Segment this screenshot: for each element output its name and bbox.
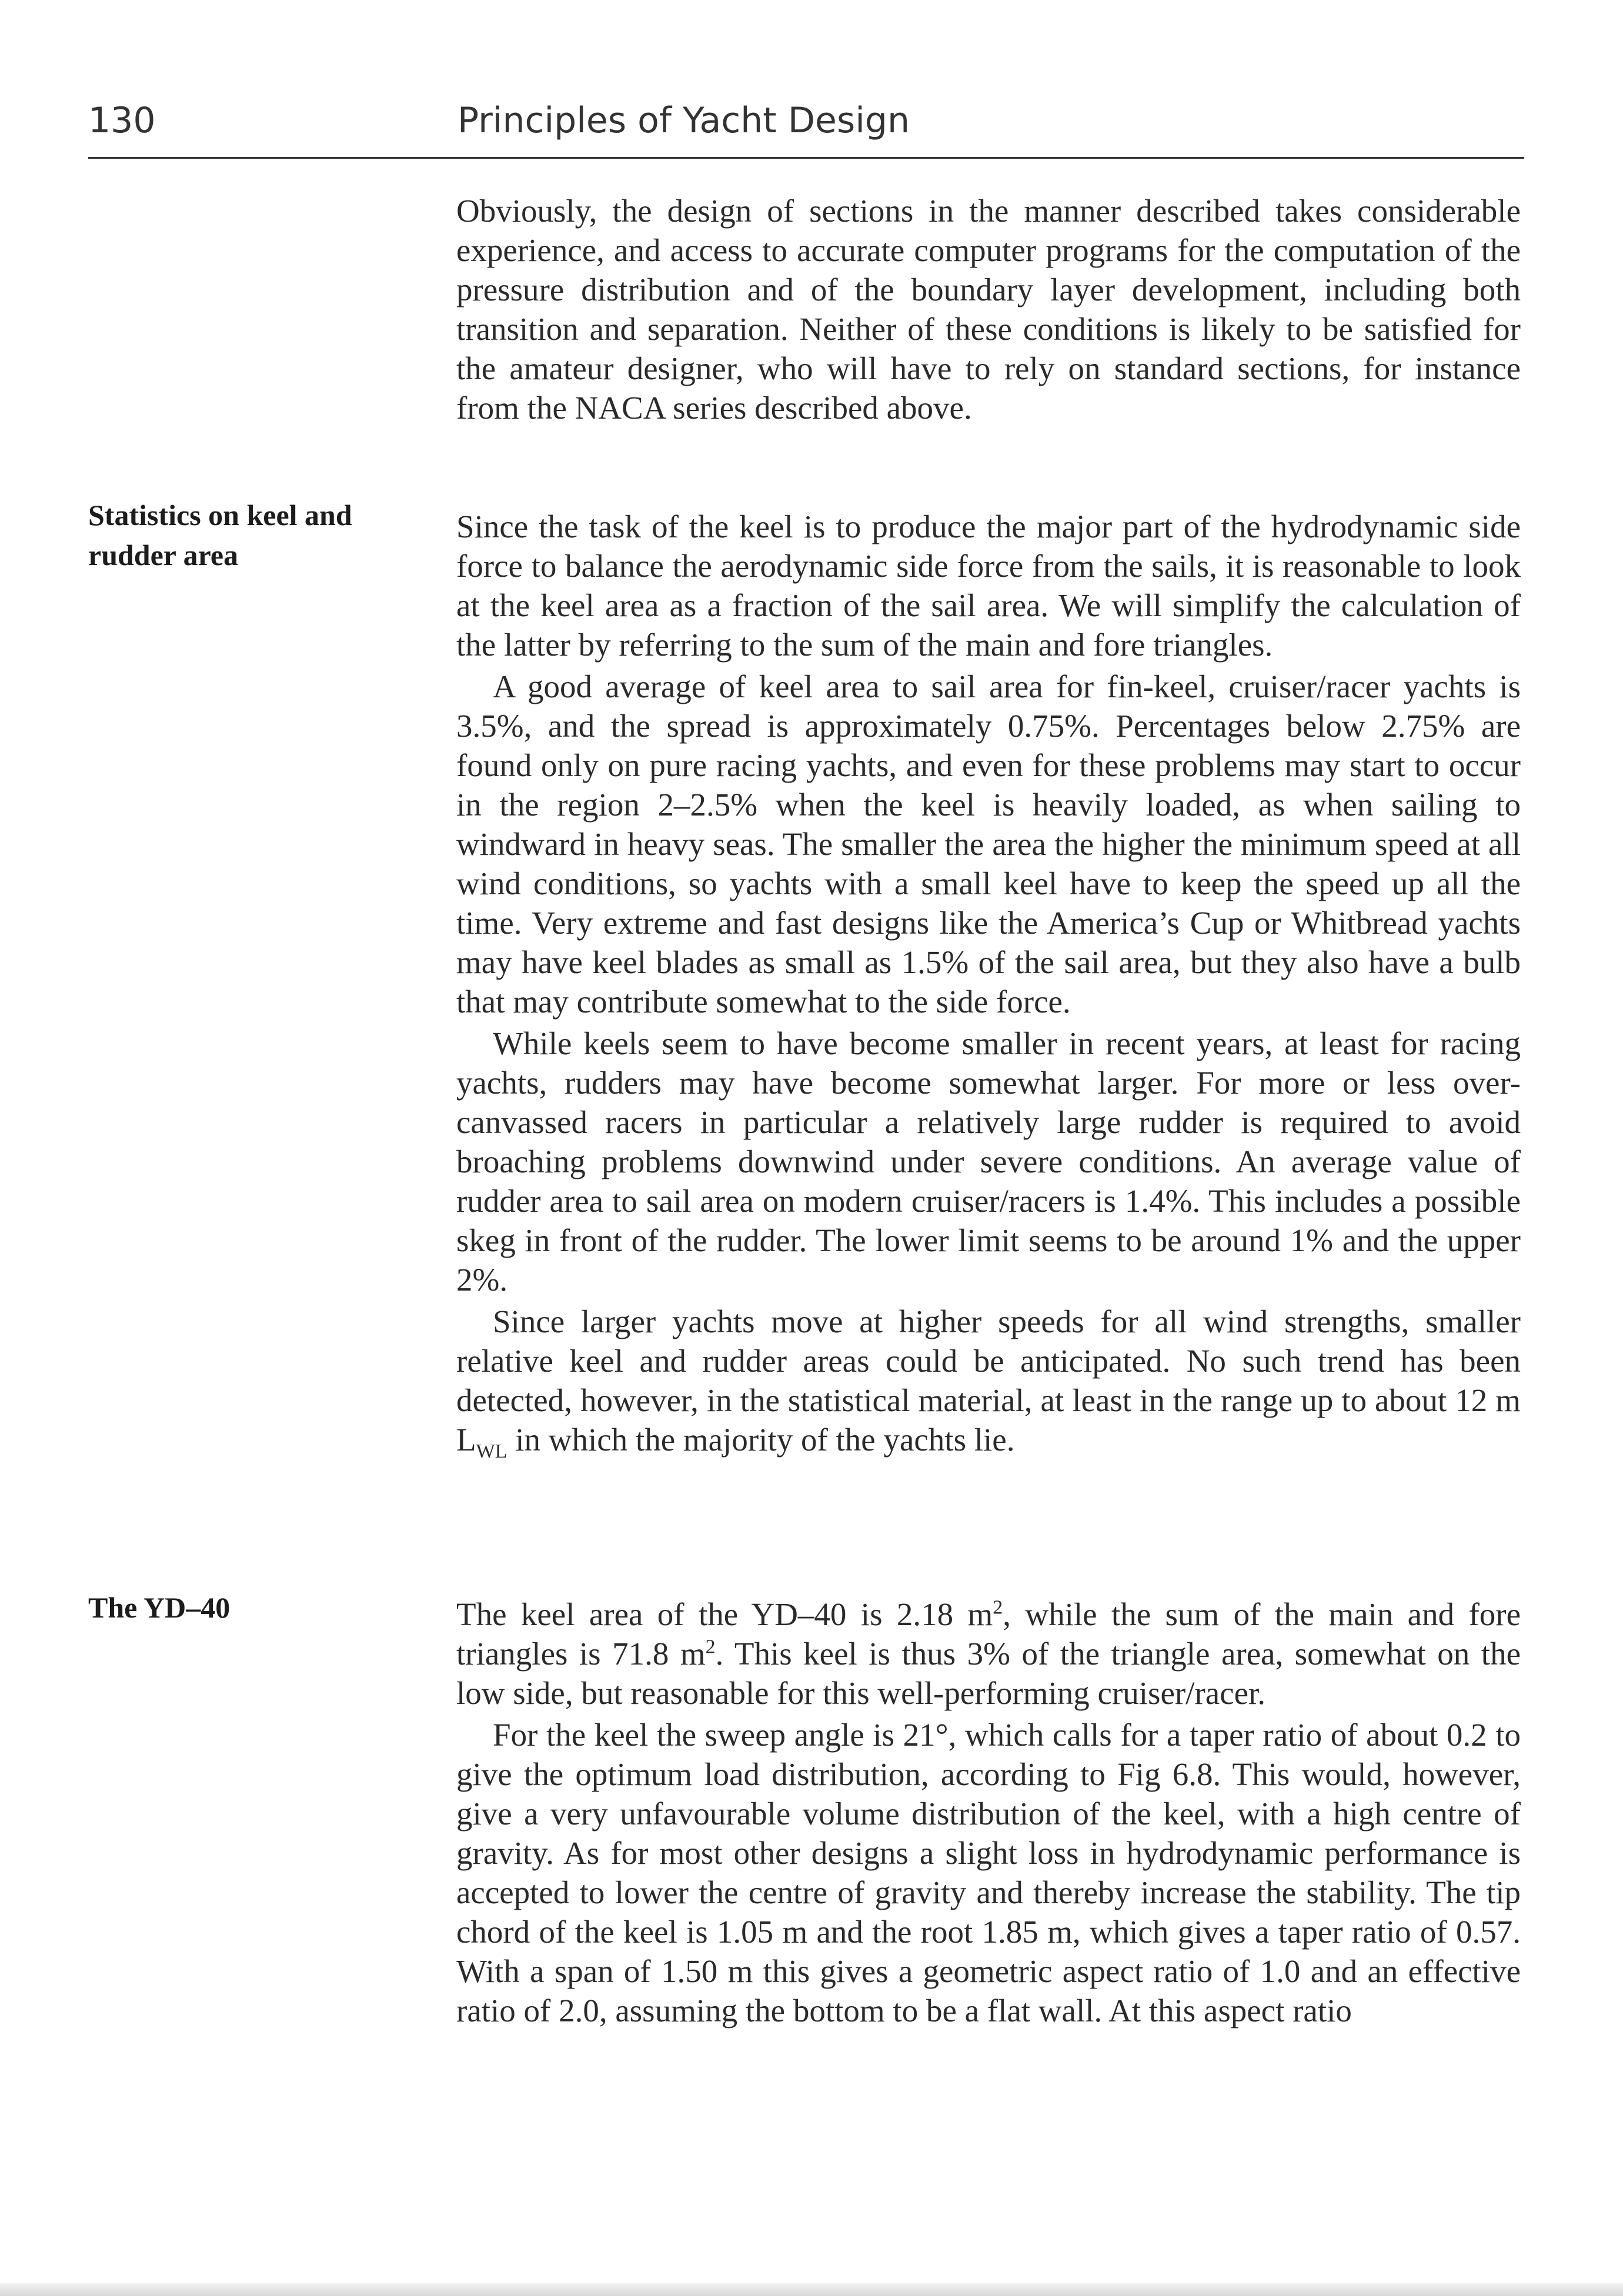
page-number: 130 [88, 100, 156, 141]
statistics-paragraph-2: A good average of keel area to sail area for fin-keel, cruiser/racer yachts is 3.5%, and the spread is approximately 0.75%. Percentages below 2.75% are found only on pure racing yachts, and even for these problems may start to occur in the region 2–2.5% when the keel is heavily loaded, as when sailing to windward in heavy seas. The smaller the area the higher the minimum speed at all wind conditions, so yachts with a small keel have to keep the speed up all the time. Very extreme and fast designs like the America’s Cup or Whitbread yachts may have keel blades as small as 1.5% of the sail area, but they also have a bulb that may contribute somewhat to the side force. [456, 669, 1521, 1020]
lwl-subscript: WL [476, 1441, 507, 1462]
statistics-paragraph-1: Since the task of the keel is to produce the major part of the hydrodynamic side force to balance the aerodynamic side force from the sails, it is reasonable to look at the keel area as a fraction of the sail area. We will simplify the calculation of the latter by referring to the sum of the main and fore triangles. [456, 509, 1521, 663]
statistics-paragraph-4-text-a: Since larger yachts move at higher speeds for all wind strengths, smaller relative keel and rudder areas could be anticipated. No such trend has been detected, however, in the statistical material, at least in the range up to about 12 m L [456, 1304, 1521, 1458]
yd40-p1-text-a: The keel area of the YD–40 is 2.18 m [456, 1596, 993, 1632]
intro-section [456, 191, 1521, 427]
statistics-paragraph-3: While keels seem to have become smaller in recent years, at least for racing yachts, rudders may have become somewhat larger. For more or less over-canvassed racers in particular a relatively large rudder is required to avoid broaching problems downwind under severe conditions. An average value of rudder area to sail area on modern cruiser/racers is 1.4%. This includes a possible skeg in front of the rudder. The lower limit seems to be around 1% and the upper 2%. [456, 1025, 1521, 1298]
statistics-paragraph-4-text-b: in which the majority of the yachts lie. [507, 1422, 1015, 1458]
page-bottom-edge [0, 2283, 1623, 2296]
statistics-section [456, 507, 1521, 1462]
statistics-paragraph-4 [456, 1302, 1521, 1462]
statistics-heading: Statistics on keel and rudder area [88, 499, 352, 572]
yd40-section [456, 1595, 1521, 2030]
yd40-heading: The YD–40 [88, 1591, 231, 1624]
yd40-paragraph-1 [456, 1595, 1521, 1713]
page-header [88, 94, 1523, 165]
superscript-2: 2 [705, 1636, 716, 1658]
yd40-paragraph-2: For the keel the sweep angle is 21°, which calls for a taper ratio of about 0.2 to give the optimum load distribution, according to Fig 6.8. This would, however, give a very unfavourable volume distribution of the keel, with a high centre of gravity. As for most other designs a slight loss in hydrodynamic performance is accepted to lower the centre of gravity and thereby increase the stability. The tip chord of the keel is 1.05 m and the root 1.85 m, which gives a taper ratio of 0.57. With a span of 1.50 m this gives a geometric aspect ratio of 1.0 and an effective ratio of 2.0, assuming the bottom to be a flat wall. At this aspect ratio [456, 1717, 1521, 2028]
yd40-p1-text-c: . This keel is thus 3% of the triangle area, somewhat on the low side, but reasonable for this well-performing cruiser/racer. [456, 1636, 1521, 1711]
superscript-2: 2 [993, 1596, 1003, 1619]
intro-paragraph: Obviously, the design of sections in the manner described takes considerable experience, and access to accurate computer programs for the computation of the pressure distribution and of the boundary layer development, including both transition and separation. Neither of these conditions is likely to be satisfied for the amateur designer, who will have to rely on standard sections, for instance from the NACA series described above. [456, 193, 1521, 426]
header-rule [88, 157, 1524, 159]
running-title: Principles of Yacht Design [457, 100, 910, 141]
yd40-p1-text-b: , while the sum of the main and fore triangles is 71.8 m [456, 1596, 1521, 1672]
